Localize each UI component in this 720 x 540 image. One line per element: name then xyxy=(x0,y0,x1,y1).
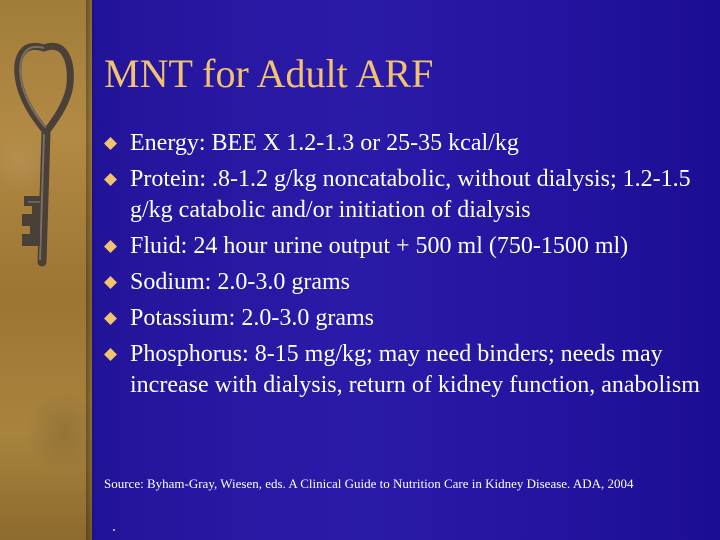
bullet-text: Fluid: 24 hour urine output + 500 ml (750-1500 ml) xyxy=(130,233,629,259)
bullet-protein xyxy=(104,164,704,226)
bullet-potassium xyxy=(104,303,704,334)
source-citation: Source: Byham-Gray, Wiesen, eds. A Clinical Guide to Nutrition Care in Kidney Disease. ADA, 2004 xyxy=(104,476,634,491)
bullet-sodium xyxy=(104,267,704,298)
diamond-icon xyxy=(104,312,117,325)
footer-dot xyxy=(113,529,115,531)
diamond-icon xyxy=(104,276,117,289)
bullet-text: Potassium: 2.0-3.0 grams xyxy=(130,305,374,331)
slide-title: MNT for Adult ARF xyxy=(104,51,434,96)
bullet-text: Energy: BEE X 1.2-1.3 or 25-35 kcal/kg xyxy=(130,130,519,156)
bullet-phosphorus xyxy=(104,339,704,401)
diamond-icon xyxy=(104,173,117,186)
bullet-text: Protein: .8-1.2 g/kg noncatabolic, without dialysis; 1.2-1.5 g/kg catabolic and/or initiation of dialysis xyxy=(130,166,691,223)
bullet-text: Sodium: 2.0-3.0 grams xyxy=(130,269,350,295)
bullet-energy xyxy=(104,128,704,159)
old-key-icon xyxy=(0,0,92,280)
bullet-list xyxy=(104,128,704,406)
diamond-icon xyxy=(104,137,117,150)
diamond-icon xyxy=(104,240,117,253)
diamond-icon xyxy=(104,348,117,361)
strip-shadow xyxy=(86,0,96,540)
textured-side-strip xyxy=(0,0,92,540)
bullet-text: Phosphorus: 8-15 mg/kg; may need binders; needs may increase with dialysis, return of kidney function, anabolism xyxy=(130,341,700,398)
bullet-fluid xyxy=(104,231,704,262)
